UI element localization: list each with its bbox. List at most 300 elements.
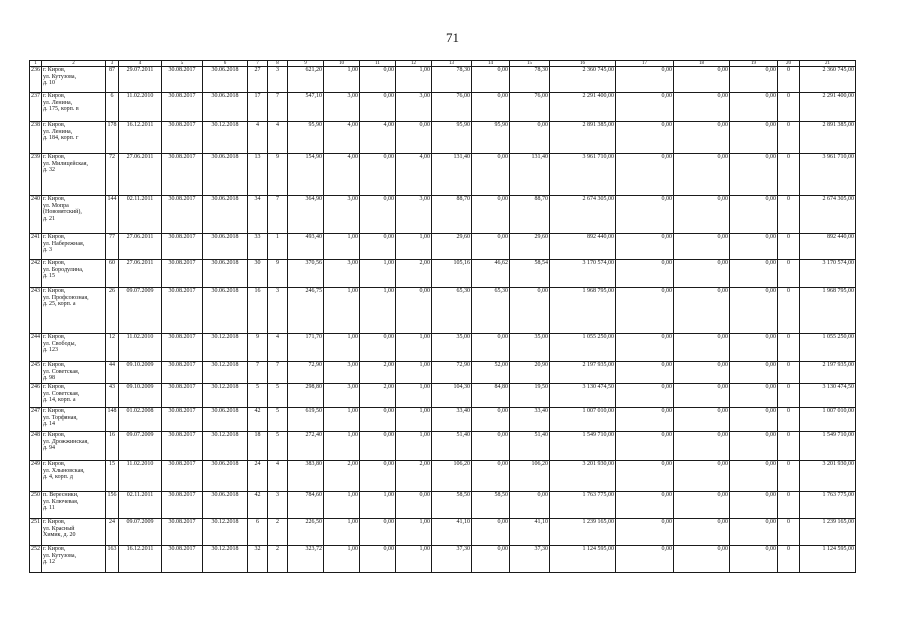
column-21-cell: 2 891 385,00	[800, 122, 856, 154]
column-16-cell: 2 891 385,00	[550, 122, 616, 154]
address-cell	[42, 546, 106, 573]
column-19-cell: 0,00	[730, 196, 778, 234]
column-11-cell: 0,00	[360, 154, 396, 196]
column-8-cell: 1	[268, 234, 288, 260]
column-11-cell: 0,00	[360, 519, 396, 546]
column-14-cell: 0,00	[472, 432, 510, 461]
column-8-cell: 3	[268, 67, 288, 93]
column-10-cell: 1,00	[324, 67, 360, 93]
column-16-cell: 2 360 745,00	[550, 67, 616, 93]
column-14-cell: 0,00	[472, 519, 510, 546]
row-number: 246	[30, 384, 42, 408]
page-number: 71	[446, 30, 459, 45]
column-4-cell: 16.12.2011	[119, 546, 162, 573]
column-5-cell: 30.08.2017	[162, 196, 203, 234]
column-6-cell: 30.12.2018	[203, 432, 248, 461]
address-line: ул. Дрожжинская,	[43, 438, 89, 445]
column-number-cell: 18	[674, 61, 730, 67]
column-17-cell: 0,00	[616, 408, 674, 432]
column-21-cell: 1 549 710,00	[800, 432, 856, 461]
column-7-cell: 32	[248, 546, 268, 573]
address-cell	[42, 362, 106, 384]
address-line: ул. Мопра	[43, 202, 69, 209]
column-7-cell: 16	[248, 288, 268, 334]
column-5-cell: 30.08.2017	[162, 154, 203, 196]
column-18-cell: 0,00	[674, 408, 730, 432]
column-16-cell: 3 130 474,50	[550, 384, 616, 408]
column-19-cell: 0,00	[730, 519, 778, 546]
address-cell	[42, 432, 106, 461]
column-14-cell: 0,00	[472, 234, 510, 260]
row-number: 238	[30, 122, 42, 154]
column-15-cell: 0,00	[510, 122, 550, 154]
address-line: г. Киров,	[43, 362, 66, 368]
column-20-cell: 0	[778, 67, 800, 93]
column-19-cell: 0,00	[730, 384, 778, 408]
column-3-cell: 163	[106, 546, 119, 573]
column-21-cell: 1 968 795,00	[800, 288, 856, 334]
column-11-cell: 4,00	[360, 122, 396, 154]
column-21-cell: 892 440,00	[800, 234, 856, 260]
column-16-cell: 1 239 165,00	[550, 519, 616, 546]
column-5-cell: 30.08.2017	[162, 362, 203, 384]
column-4-cell: 09.10.2009	[119, 384, 162, 408]
column-13-cell: 78,30	[432, 67, 472, 93]
column-5-cell: 30.08.2017	[162, 288, 203, 334]
column-9-cell: 364,90	[288, 196, 324, 234]
column-3-cell: 26	[106, 288, 119, 334]
column-17-cell: 0,00	[616, 432, 674, 461]
column-21-cell: 1 007 010,00	[800, 408, 856, 432]
column-11-cell: 0,00	[360, 196, 396, 234]
table-row	[30, 362, 856, 384]
column-12-cell: 1,00	[396, 432, 432, 461]
column-3-cell: 15	[106, 461, 119, 492]
column-17-cell: 0,00	[616, 154, 674, 196]
column-18-cell: 0,00	[674, 519, 730, 546]
column-18-cell: 0,00	[674, 334, 730, 362]
column-8-cell: 9	[268, 260, 288, 288]
column-16-cell: 1 763 775,00	[550, 492, 616, 519]
column-17-cell: 0,00	[616, 234, 674, 260]
table-body	[30, 61, 856, 573]
column-19-cell: 0,00	[730, 492, 778, 519]
column-number-cell: 17	[616, 61, 674, 67]
column-14-cell: 0,00	[472, 93, 510, 122]
column-18-cell: 0,00	[674, 546, 730, 573]
column-15-cell: 29,60	[510, 234, 550, 260]
row-number: 242	[30, 260, 42, 288]
column-number-cell: 16	[550, 61, 616, 67]
column-19-cell: 0,00	[730, 546, 778, 573]
column-4-cell: 09.07.2009	[119, 519, 162, 546]
column-19-cell: 0,00	[730, 334, 778, 362]
column-12-cell: 3,00	[396, 93, 432, 122]
column-8-cell: 5	[268, 432, 288, 461]
column-4-cell: 02.11.2011	[119, 492, 162, 519]
column-17-cell: 0,00	[616, 362, 674, 384]
column-3-cell: 77	[106, 234, 119, 260]
column-4-cell: 16.12.2011	[119, 122, 162, 154]
column-number-cell: 21	[800, 61, 856, 67]
column-9-cell: 370,56	[288, 260, 324, 288]
column-5-cell: 30.08.2017	[162, 93, 203, 122]
column-11-cell: 2,00	[360, 384, 396, 408]
column-6-cell: 30.06.2018	[203, 93, 248, 122]
column-12-cell: 2,00	[396, 260, 432, 288]
column-19-cell: 0,00	[730, 234, 778, 260]
table-row	[30, 260, 856, 288]
column-18-cell: 0,00	[674, 384, 730, 408]
column-9-cell: 298,80	[288, 384, 324, 408]
column-15-cell: 33,40	[510, 408, 550, 432]
address-cell	[42, 260, 106, 288]
column-5-cell: 30.08.2017	[162, 67, 203, 93]
column-13-cell: 104,30	[432, 384, 472, 408]
column-18-cell: 0,00	[674, 196, 730, 234]
column-10-cell: 1,00	[324, 234, 360, 260]
column-7-cell: 34	[248, 196, 268, 234]
column-number-cell: 4	[119, 61, 162, 67]
column-6-cell: 30.12.2018	[203, 122, 248, 154]
address-line: д. 25, корп. а	[43, 301, 76, 307]
column-6-cell: 30.12.2018	[203, 546, 248, 573]
column-13-cell: 29,60	[432, 234, 472, 260]
address-cell	[42, 122, 106, 154]
column-15-cell: 0,00	[510, 288, 550, 334]
column-17-cell: 0,00	[616, 93, 674, 122]
table-row	[30, 461, 856, 492]
column-19-cell: 0,00	[730, 122, 778, 154]
column-7-cell: 42	[248, 408, 268, 432]
column-9-cell: 323,72	[288, 546, 324, 573]
column-10-cell: 4,00	[324, 122, 360, 154]
column-9-cell: 621,20	[288, 67, 324, 93]
address-line: д. 123	[43, 347, 59, 353]
table-row	[30, 154, 856, 196]
address-line: г. Киров,	[43, 196, 66, 202]
column-12-cell: 1,00	[396, 362, 432, 384]
column-10-cell: 1,00	[324, 546, 360, 573]
column-7-cell: 33	[248, 234, 268, 260]
address-line: д. 184, корп. г	[43, 135, 79, 141]
column-13-cell: 106,20	[432, 461, 472, 492]
column-4-cell: 09.07.2009	[119, 288, 162, 334]
row-number: 237	[30, 93, 42, 122]
column-10-cell: 4,00	[324, 154, 360, 196]
column-4-cell: 27.06.2011	[119, 260, 162, 288]
column-15-cell: 0,00	[510, 492, 550, 519]
address-cell	[42, 154, 106, 196]
row-number: 252	[30, 546, 42, 573]
column-20-cell: 0	[778, 461, 800, 492]
column-13-cell: 35,00	[432, 334, 472, 362]
column-3-cell: 43	[106, 384, 119, 408]
column-20-cell: 0	[778, 154, 800, 196]
table-row	[30, 288, 856, 334]
address-cell	[42, 461, 106, 492]
column-13-cell: 76,00	[432, 93, 472, 122]
column-13-cell: 33,40	[432, 408, 472, 432]
column-13-cell: 41,10	[432, 519, 472, 546]
column-14-cell: 0,00	[472, 408, 510, 432]
address-line: г. Киров,	[43, 122, 66, 128]
row-number: 243	[30, 288, 42, 334]
column-8-cell: 4	[268, 461, 288, 492]
column-6-cell: 30.06.2018	[203, 154, 248, 196]
column-9-cell: 226,50	[288, 519, 324, 546]
column-18-cell: 0,00	[674, 234, 730, 260]
column-10-cell: 1,00	[324, 334, 360, 362]
column-17-cell: 0,00	[616, 461, 674, 492]
column-4-cell: 01.02.2008	[119, 408, 162, 432]
column-5-cell: 30.08.2017	[162, 461, 203, 492]
column-9-cell: 383,80	[288, 461, 324, 492]
address-cell	[42, 492, 106, 519]
column-13-cell: 65,30	[432, 288, 472, 334]
column-8-cell: 2	[268, 546, 288, 573]
column-15-cell: 88,70	[510, 196, 550, 234]
column-number-cell: 10	[324, 61, 360, 67]
address-line: п. Вересники,	[43, 492, 79, 498]
column-7-cell: 24	[248, 461, 268, 492]
column-4-cell: 09.07.2009	[119, 432, 162, 461]
address-line: г. Киров,	[43, 384, 66, 390]
address-line: ул. Ленина,	[43, 99, 73, 106]
table-row	[30, 519, 856, 546]
column-9-cell: 154,90	[288, 154, 324, 196]
row-number: 241	[30, 234, 42, 260]
address-line: г. Киров,	[43, 260, 66, 266]
column-12-cell: 1,00	[396, 408, 432, 432]
address-line: ул. Свободы,	[43, 340, 76, 347]
column-4-cell: 11.02.2010	[119, 334, 162, 362]
column-20-cell: 0	[778, 334, 800, 362]
column-18-cell: 0,00	[674, 492, 730, 519]
column-11-cell: 2,00	[360, 362, 396, 384]
column-18-cell: 0,00	[674, 288, 730, 334]
address-line: д. 21	[43, 215, 56, 222]
column-21-cell: 1 124 595,00	[800, 546, 856, 573]
column-number-cell: 12	[396, 61, 432, 67]
column-20-cell: 0	[778, 384, 800, 408]
column-7-cell: 4	[248, 122, 268, 154]
column-number-cell: 8	[268, 61, 288, 67]
address-line: г. Киров,	[43, 408, 66, 414]
row-number: 239	[30, 154, 42, 196]
column-19-cell: 0,00	[730, 67, 778, 93]
column-14-cell: 65,30	[472, 288, 510, 334]
column-18-cell: 0,00	[674, 93, 730, 122]
address-line: г. Киров,	[43, 93, 66, 99]
column-9-cell: 619,50	[288, 408, 324, 432]
column-8-cell: 7	[268, 93, 288, 122]
address-line: д. 98	[43, 375, 56, 381]
column-14-cell: 0,00	[472, 196, 510, 234]
column-9-cell: 95,90	[288, 122, 324, 154]
column-3-cell: 156	[106, 492, 119, 519]
column-6-cell: 30.12.2018	[203, 362, 248, 384]
column-16-cell: 1 007 010,00	[550, 408, 616, 432]
column-13-cell: 58,50	[432, 492, 472, 519]
column-7-cell: 6	[248, 519, 268, 546]
column-number-cell: 11	[360, 61, 396, 67]
column-11-cell: 0,00	[360, 432, 396, 461]
column-number-cell: 20	[778, 61, 800, 67]
column-21-cell: 2 197 935,00	[800, 362, 856, 384]
address-cell	[42, 234, 106, 260]
column-13-cell: 105,16	[432, 260, 472, 288]
column-6-cell: 30.06.2018	[203, 492, 248, 519]
column-17-cell: 0,00	[616, 334, 674, 362]
column-20-cell: 0	[778, 546, 800, 573]
address-line: д. 3	[43, 247, 53, 253]
column-15-cell: 106,20	[510, 461, 550, 492]
column-6-cell: 30.06.2018	[203, 408, 248, 432]
column-5-cell: 30.08.2017	[162, 334, 203, 362]
column-8-cell: 5	[268, 408, 288, 432]
column-17-cell: 0,00	[616, 384, 674, 408]
column-20-cell: 0	[778, 260, 800, 288]
address-line: ул. Ключевая,	[43, 498, 79, 505]
column-16-cell: 1 968 795,00	[550, 288, 616, 334]
column-6-cell: 30.12.2018	[203, 384, 248, 408]
column-13-cell: 95,90	[432, 122, 472, 154]
column-3-cell: 12	[106, 334, 119, 362]
column-4-cell: 02.11.2011	[119, 196, 162, 234]
column-number-cell: 3	[106, 61, 119, 67]
column-11-cell: 0,00	[360, 234, 396, 260]
address-cell	[42, 93, 106, 122]
address-line: д. 175, корп. в	[43, 106, 79, 112]
address-line: д. 32	[43, 167, 56, 173]
column-12-cell: 2,00	[396, 461, 432, 492]
column-4-cell: 27.06.2011	[119, 234, 162, 260]
column-5-cell: 30.08.2017	[162, 546, 203, 573]
column-8-cell: 2	[268, 519, 288, 546]
column-number-cell: 5	[162, 61, 203, 67]
column-20-cell: 0	[778, 196, 800, 234]
address-line: г. Киров,	[43, 154, 66, 160]
address-line: ул. Ленина,	[43, 128, 73, 135]
column-3-cell: 144	[106, 196, 119, 234]
column-16-cell: 3 170 574,00	[550, 260, 616, 288]
column-12-cell: 1,00	[396, 546, 432, 573]
column-18-cell: 0,00	[674, 260, 730, 288]
column-14-cell: 0,00	[472, 461, 510, 492]
column-15-cell: 131,40	[510, 154, 550, 196]
column-10-cell: 1,00	[324, 519, 360, 546]
column-21-cell: 3 201 930,00	[800, 461, 856, 492]
column-16-cell: 1 549 710,00	[550, 432, 616, 461]
column-10-cell: 2,00	[324, 461, 360, 492]
column-9-cell: 547,10	[288, 93, 324, 122]
column-14-cell: 46,62	[472, 260, 510, 288]
column-14-cell: 0,00	[472, 546, 510, 573]
column-18-cell: 0,00	[674, 122, 730, 154]
column-5-cell: 30.08.2017	[162, 408, 203, 432]
column-14-cell: 52,00	[472, 362, 510, 384]
address-line: ул. Советская,	[43, 390, 80, 397]
address-line: г. Киров,	[43, 334, 66, 340]
column-17-cell: 0,00	[616, 492, 674, 519]
column-21-cell: 2 291 400,00	[800, 93, 856, 122]
column-3-cell: 44	[106, 362, 119, 384]
address-line: ул. Торфяная,	[43, 414, 78, 421]
row-number: 244	[30, 334, 42, 362]
column-21-cell: 2 360 745,00	[800, 67, 856, 93]
column-18-cell: 0,00	[674, 154, 730, 196]
column-3-cell: 24	[106, 519, 119, 546]
column-17-cell: 0,00	[616, 196, 674, 234]
column-21-cell: 3 961 710,00	[800, 154, 856, 196]
column-19-cell: 0,00	[730, 93, 778, 122]
column-10-cell: 1,00	[324, 288, 360, 334]
column-12-cell: 4,00	[396, 154, 432, 196]
column-16-cell: 1 124 595,00	[550, 546, 616, 573]
column-number-cell: 19	[730, 61, 778, 67]
column-15-cell: 19,50	[510, 384, 550, 408]
address-line: г. Киров,	[43, 67, 66, 73]
column-15-cell: 51,40	[510, 432, 550, 461]
column-3-cell: 87	[106, 67, 119, 93]
column-9-cell: 246,75	[288, 288, 324, 334]
column-4-cell: 11.02.2010	[119, 93, 162, 122]
address-line: д. 14	[43, 421, 56, 427]
column-20-cell: 0	[778, 519, 800, 546]
row-number: 245	[30, 362, 42, 384]
column-16-cell: 3 201 930,00	[550, 461, 616, 492]
column-4-cell: 29.07.2011	[119, 67, 162, 93]
column-18-cell: 0,00	[674, 67, 730, 93]
column-number-cell: 1	[30, 61, 42, 67]
column-3-cell: 16	[106, 432, 119, 461]
column-5-cell: 30.08.2017	[162, 519, 203, 546]
column-10-cell: 3,00	[324, 196, 360, 234]
address-line: ул. Красный	[43, 525, 75, 532]
column-18-cell: 0,00	[674, 461, 730, 492]
column-3-cell: 6	[106, 93, 119, 122]
table-row	[30, 93, 856, 122]
column-16-cell: 3 961 710,00	[550, 154, 616, 196]
row-number: 249	[30, 461, 42, 492]
row-number: 251	[30, 519, 42, 546]
column-19-cell: 0,00	[730, 408, 778, 432]
column-10-cell: 3,00	[324, 260, 360, 288]
column-13-cell: 131,40	[432, 154, 472, 196]
column-10-cell: 1,00	[324, 432, 360, 461]
row-number: 240	[30, 196, 42, 234]
column-number-cell: 15	[510, 61, 550, 67]
column-15-cell: 78,30	[510, 67, 550, 93]
column-number-cell: 6	[203, 61, 248, 67]
address-line: г. Киров,	[43, 461, 66, 467]
row-number: 248	[30, 432, 42, 461]
address-line: д. 4, корп. д	[43, 474, 73, 480]
column-17-cell: 0,00	[616, 546, 674, 573]
column-8-cell: 5	[268, 384, 288, 408]
column-number-cell: 9	[288, 61, 324, 67]
column-9-cell: 493,40	[288, 234, 324, 260]
address-line: ул. Бородулина,	[43, 266, 84, 273]
address-line: г. Киров,	[43, 432, 66, 438]
column-5-cell: 30.08.2017	[162, 432, 203, 461]
column-12-cell: 1,00	[396, 334, 432, 362]
column-20-cell: 0	[778, 408, 800, 432]
column-11-cell: 1,00	[360, 288, 396, 334]
address-line: д. 14, корп. а	[43, 397, 76, 403]
column-6-cell: 30.06.2018	[203, 260, 248, 288]
